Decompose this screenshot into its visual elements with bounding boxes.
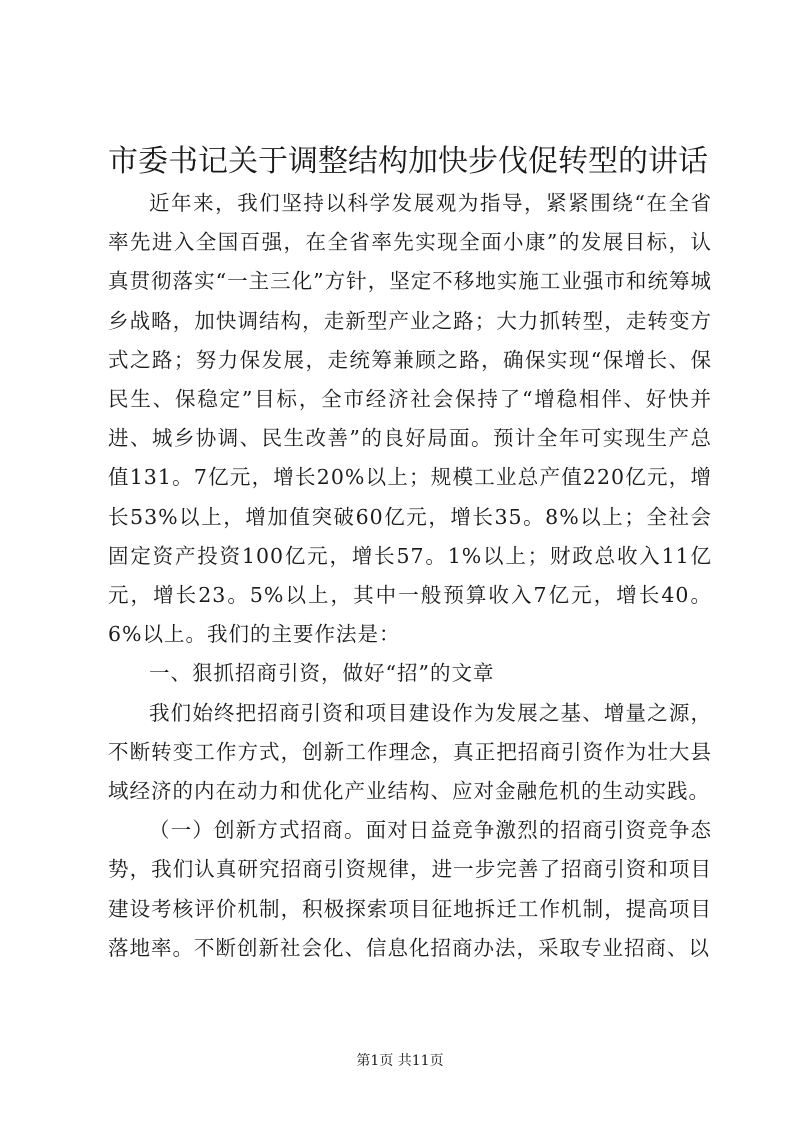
document-title: 市委书记关于调整结构加快步伐促转型的讲话 [108,144,708,179]
page-footer [0,1051,800,1071]
paragraph-section-1: 我们始终把招商引资和项目建设作为发展之基、增量之源，不断转变工作方式，创新工作理念，真正把招商引资作为壮大县域经济的内在动力和优化产业结构、应对金融危机的生动实践。 [108,700,712,804]
section-heading-1: 一、狠抓招商引资，做好“招”的文章 [149,661,495,686]
page-number-label: 第1页 共11页 [356,1053,444,1069]
paragraph-subsection-1: （一）创新方式招商。面对日益竞争激烈的招商引资竞争态势，我们认真研究招商引资规律，进一步完善了招商引资和项目建设考核评价机制，积极探索项目征地拆迁工作机制，提高项目落地率。不断创新社会化、信息化招商办法，采取专业招商、以 [108,818,712,960]
paragraph-intro: 近年来，我们坚持以科学发展观为指导，紧紧围绕“在全省率先进入全国百强，在全省率先实现全面小康”的发展目标，认真贯彻落实“一主三化”方针，坚定不移地实施工业强市和统筹城乡战略，加快调结构，走新型产业之路；大力抓转型，走转变方式之路；努力保发展，走统筹兼顾之路，确保实现“保增长、保民生、保稳定”目标，全市经济社会保持了“增稳相伴、好快并进、城乡协调、民生改善”的良好局面。预计全年可实现生产总值131。7亿元，增长20%以上；规模工业总产值220亿元，增长53%以上，增加值突破60亿元，增长35。8%以上；全社会固定资产投资100亿元，增长57。1%以上；财政总收入11亿元，增长23。5%以上，其中一般预算收入7亿元，增长40。6%以上。我们的主要作法是： [108,191,712,647]
document-body [108,184,712,968]
